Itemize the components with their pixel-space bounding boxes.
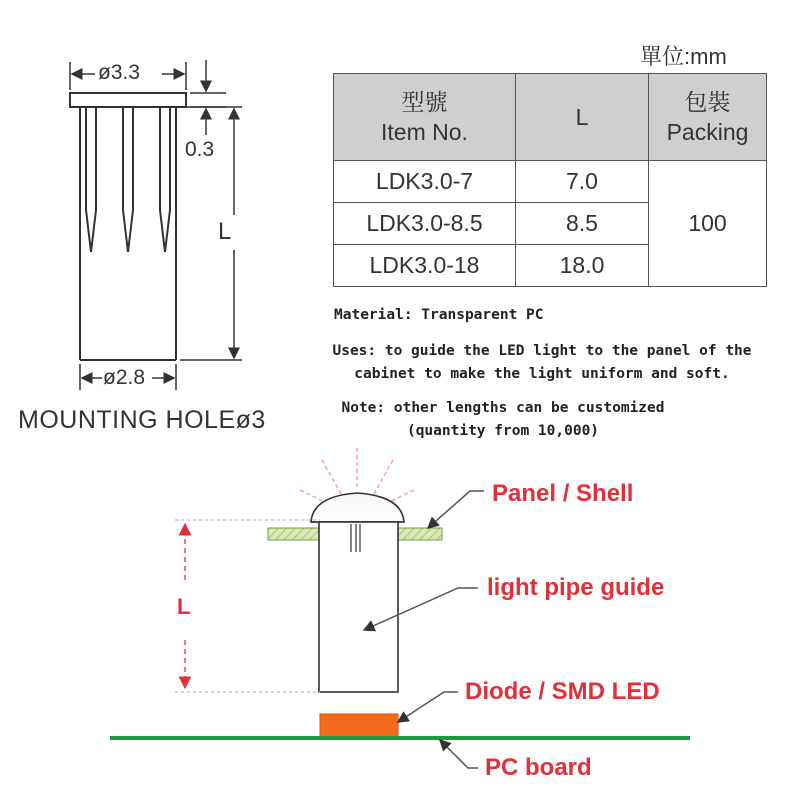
- panel-label: Panel / Shell: [492, 480, 634, 507]
- assembly-length-dimension: [175, 520, 320, 692]
- item-cell: LDK3.0-7: [334, 161, 516, 203]
- thickness-dimension: [190, 60, 226, 135]
- thickness-label: 0.3: [185, 138, 215, 161]
- top-width-label: ø3.3: [98, 61, 141, 84]
- length-cell: 8.5: [516, 203, 649, 245]
- board-label: PC board: [485, 754, 592, 781]
- table-header-row: [334, 74, 767, 161]
- assembly-length-label: L: [177, 594, 191, 619]
- item-cell: LDK3.0-18: [334, 245, 516, 287]
- unit-label: 單位:mm: [640, 44, 727, 69]
- mounting-hole-label: MOUNTING HOLEø3: [18, 406, 266, 434]
- table-row: [334, 161, 767, 203]
- item-cell: LDK3.0-8.5: [334, 203, 516, 245]
- header-length: L: [516, 74, 649, 161]
- length-label: L: [218, 218, 232, 245]
- pipe-cap: [70, 93, 186, 107]
- header-packing: 包裝 Packing: [649, 74, 767, 161]
- led-label: Diode / SMD LED: [465, 678, 660, 705]
- pipe-body: [80, 107, 176, 360]
- customize-note: Note: other lengths can be customized (quantity from 10,000): [341, 400, 665, 439]
- uses-note: Uses: to guide the LED light to the panel of the cabinet to make the light uniform and soft.: [332, 343, 752, 382]
- packing-cell: 100: [649, 161, 767, 287]
- length-cell: 7.0: [516, 161, 649, 203]
- bottom-width-label: ø2.8: [103, 366, 146, 389]
- smd-led: [320, 714, 398, 738]
- header-item-no: 型號 Item No.: [334, 74, 516, 161]
- pipe-barbs: [86, 107, 170, 252]
- guide-label: light pipe guide: [487, 574, 665, 601]
- light-pipe-guide: [311, 493, 404, 692]
- spec-table: [333, 73, 767, 287]
- length-cell: 18.0: [516, 245, 649, 287]
- material-note: Material: Transparent PC: [334, 307, 544, 323]
